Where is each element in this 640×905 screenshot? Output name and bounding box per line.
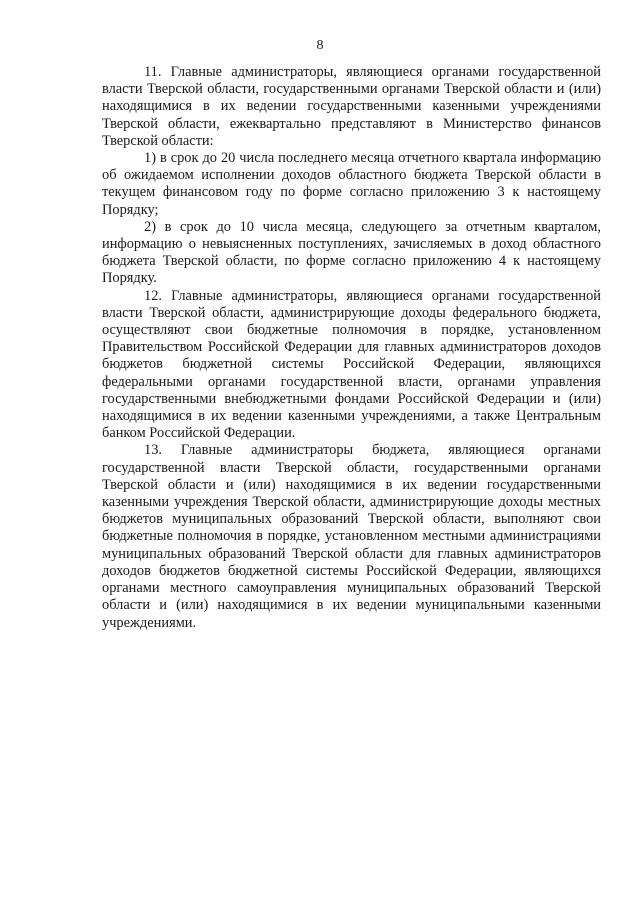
paragraph-11-item-2: 2) в срок до 10 числа месяца, следующего за отчетным кварталом, информацию о невыясненных поступлениях, зачисляемых в доход областного бюджета Тверской области, по форме согласно приложению 4 к настоящему Порядку.: [102, 218, 601, 287]
paragraph-13: 13. Главные администраторы бюджета, являющиеся органами государственной власти Тверской области, государственными органами Тверской области и (или) находящимися в их ведении государственными казенными учреждения Тверской области, администрирующие доходы местных бюджетов муниципальных образований Тверской области, выполняют свои бюджетные полномочия в порядке, установленном местными администрациями муниципальных образований Тверской области для главных администраторов доходов бюджетов бюджетной системы Российской Федерации, являющихся органами местного самоуправления муниципальных образований Тверской области и (или) находящимися в их ведении муниципальными казенными учреждениями.: [102, 442, 601, 631]
page-number: 8: [316, 38, 324, 53]
paragraph-12: 12. Главные администраторы, являющиеся органами государственной власти Тверской области, администрирующие доходы федерального бюджета, осуществляют свои бюджетные полномочия в порядке, установленном Правительством Российской Федерации для главных администраторов доходов бюджетов бюджетной системы Российской Федерации, являющихся федеральными органами государственной власти, органами управления государственными внебюджетными фондами Российской Федерации и (или) находящимися в их ведении казенными учреждениями, а также Центральным банком Российской Федерации.: [102, 287, 601, 442]
paragraph-11: 11. Главные администраторы, являющиеся органами государственной власти Тверской области, государственными органами Тверской области и (или) находящимися в их ведении государственными казенными учреждениями Тверской области, ежеквартально представляют в Министерство финансов Тверской области:: [102, 64, 601, 149]
paragraph-11-item-1: 1) в срок до 20 числа последнего месяца отчетного квартала информацию об ожидаемом исполнении доходов областного бюджета Тверской области в текущем финансовом году по форме согласно приложению 3 к настоящему Порядку;: [102, 150, 601, 218]
document-body: [102, 64, 601, 632]
